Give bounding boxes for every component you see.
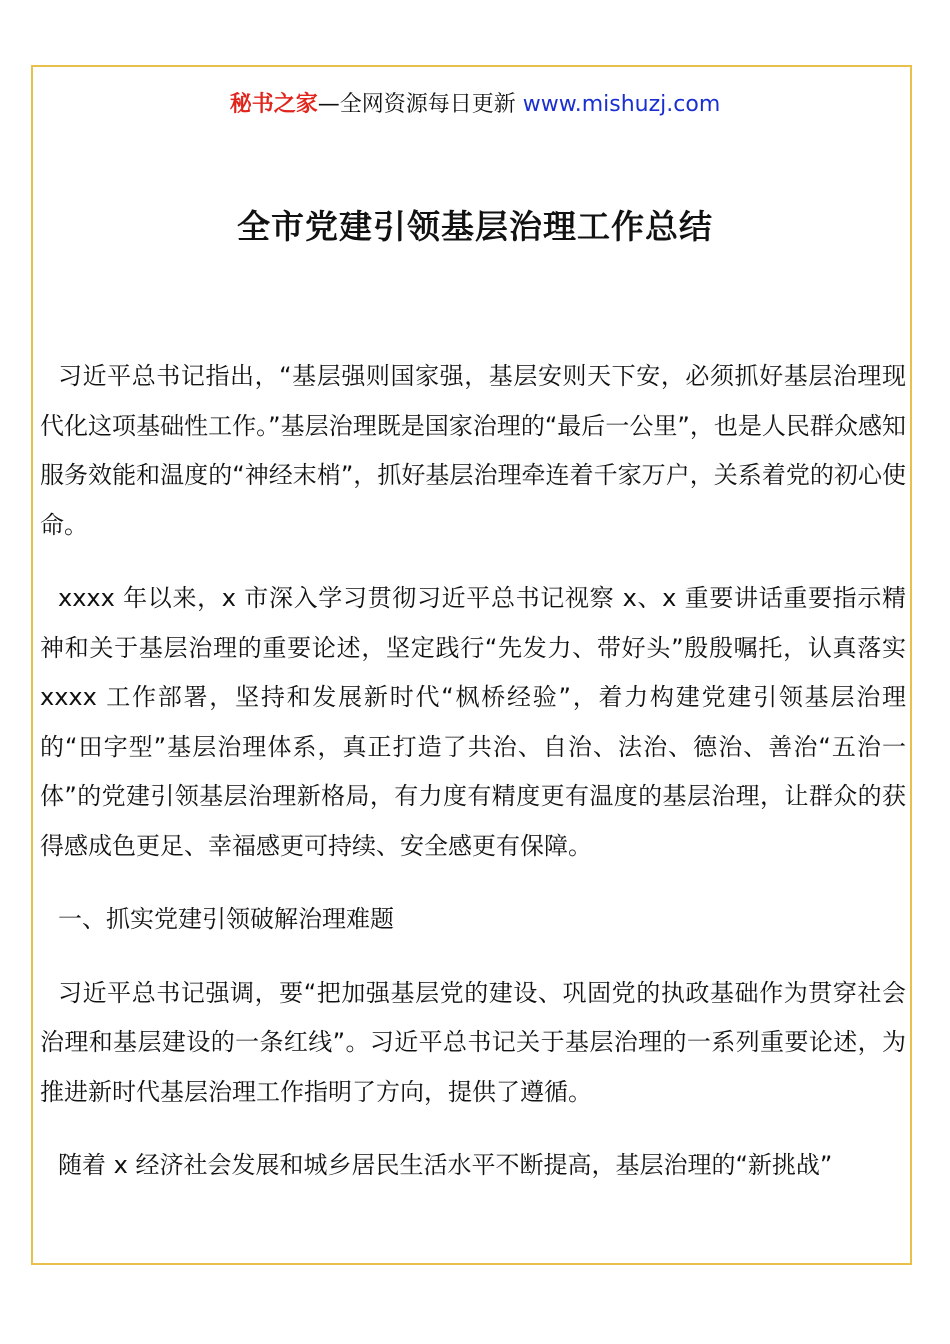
paragraph-section-1-cont: 随着 x 经济社会发展和城乡居民生活水平不断提高，基层治理的“新挑战”	[58, 1151, 833, 1179]
brand-name: 秘书之家	[229, 92, 318, 117]
paragraph-overview: xxxx 年以来，x 市深入学习贯彻习近平总书记视察 x、x 重要讲话重要指示精神和关于基层治理的重要论述，坚定践行“先发力、带好头”殷殷嘱托，认真落实 xxxx 工作部署，坚持和发展新时代“枫桥经验”，着力构建党建引领基层治理的“田字型”基层治理体系，真正打造了共治、自治、法治、德治、善治“五治一体”的党建引领基层治理新格局，有力度有精度更有温度的基层治理，让群众的获得感成色更足、幸福感更可持续、安全感更有保障。	[40, 584, 906, 860]
site-url-link[interactable]: www.mishuzj.com	[522, 92, 721, 117]
section-heading-1: 一、抓实党建引领破解治理难题	[58, 905, 394, 933]
document-body	[40, 352, 906, 1215]
document-title: 全市党建引领基层治理工作总结	[237, 207, 713, 246]
paragraph-section-1: 习近平总书记强调，要“把加强基层党的建设、巩固党的执政基础作为贯穿社会治理和基层建设的一条红线”。习近平总书记关于基层治理的一系列重要论述，为推进新时代基层治理工作指明了方向，提供了遵循。	[40, 978, 906, 1106]
site-header	[0, 90, 950, 120]
tagline: —全网资源每日更新	[317, 92, 523, 117]
paragraph-intro: 习近平总书记指出，“基层强则国家强，基层安则天下安，必须抓好基层治理现代化这项基础性工作。”基层治理既是国家治理的“最后一公里”，也是人民群众感知服务效能和温度的“神经末梢”，抓好基层治理牵连着千家万户，关系着党的初心使命。	[40, 362, 906, 539]
